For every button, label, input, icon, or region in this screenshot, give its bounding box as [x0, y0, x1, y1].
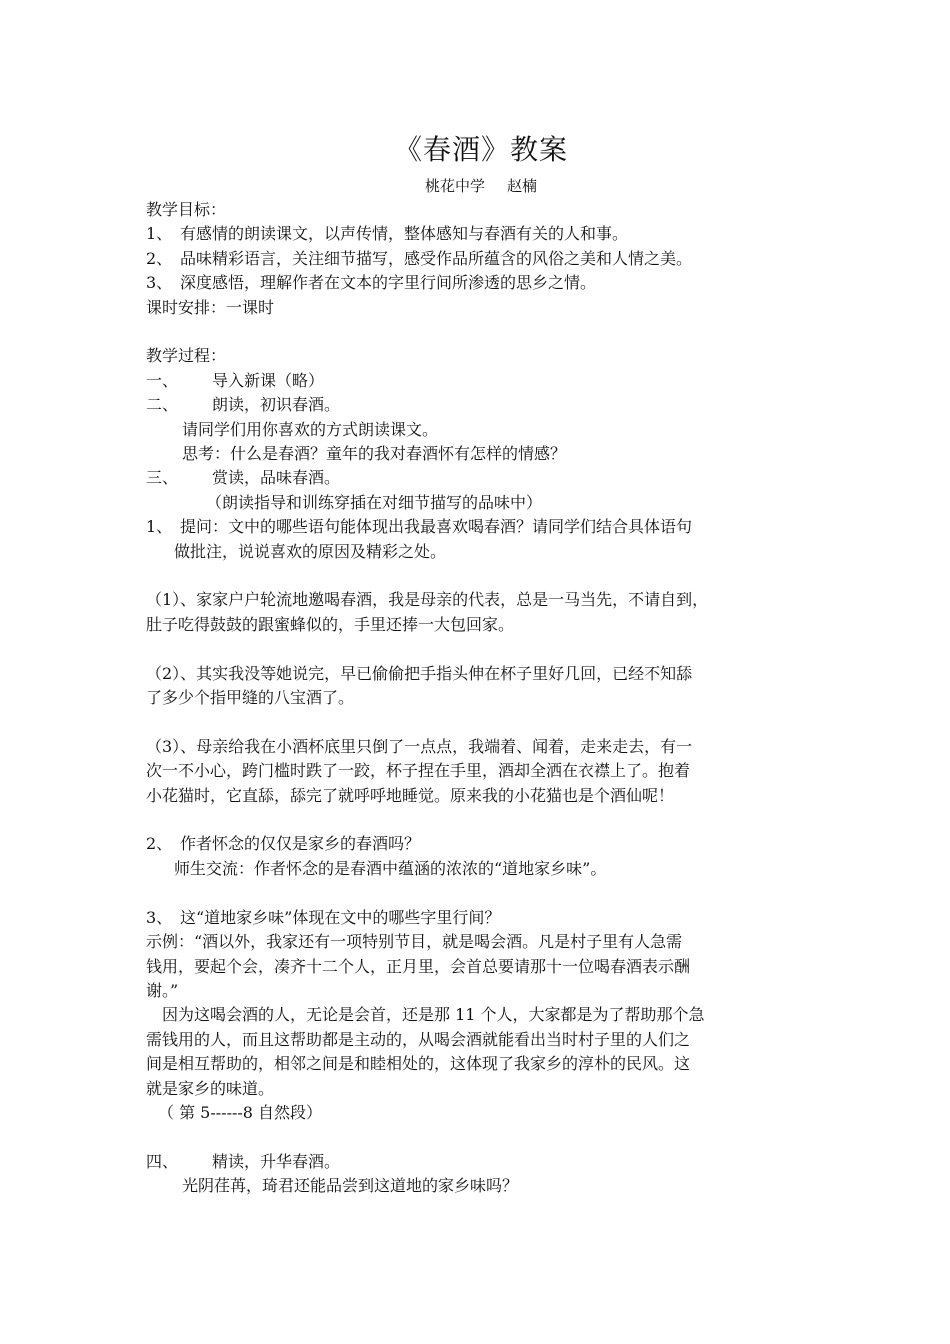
section-number: 一、: [146, 370, 179, 390]
blank-line: [146, 564, 816, 588]
blank-line: [146, 637, 816, 661]
section-number: 四、: [146, 1151, 179, 1171]
question-3-analysis-line-3: 间是相互帮助的，相邻之间是和睦相处的，这体现了我家乡的淳朴的民风。这: [146, 1054, 691, 1074]
question-text: 作者怀念的仅仅是家乡的春酒吗？: [180, 834, 421, 854]
section-2-line-2: 思考：什么是春酒？童年的我对春酒怀有怎样的情感？: [182, 444, 567, 464]
goal-item-2: [146, 247, 816, 271]
example-1-line-2: 肚子吃得鼓鼓的跟蜜蜂似的，手里还捧一大包回家。: [146, 614, 515, 634]
section-2-heading: [146, 393, 816, 417]
blank-line: [146, 808, 816, 832]
question-3-example-line-3: 谢。”: [146, 980, 179, 1000]
example-3-line-3: 小花猫时，它直舔，舔完了就呼呼地睡觉。原来我的小花猫也是个酒仙呢！: [146, 785, 675, 805]
example-1-line-1: （1）、家家户户轮流地邀喝春酒，我是母亲的代表，总是一马当先，不请自到，: [146, 590, 709, 610]
author-name: 赵楠: [507, 177, 538, 195]
question-number: 1、: [146, 517, 173, 537]
section-title: 朗读，初识春酒。: [212, 395, 341, 415]
process-heading: 教学过程：: [146, 346, 227, 366]
goal-text: 品味精彩语言，关注细节描写，感受作品所蕴含的风俗之美和人情之美。: [180, 248, 693, 268]
section-3-heading: [146, 466, 816, 490]
question-3: [146, 906, 816, 930]
question-text: 提问：文中的哪些语句能体现出我最喜欢喝春酒？请同学们结合具体语句: [180, 517, 693, 537]
goal-item-1: [146, 222, 816, 246]
goal-number: 3、: [146, 273, 173, 293]
section-title: 导入新课（略）: [212, 370, 325, 390]
section-4-line: 光阴荏苒，琦君还能品尝到这道地的家乡味吗？: [182, 1176, 519, 1196]
section-number: 二、: [146, 395, 179, 415]
section-title: 赏读，品味春酒。: [212, 468, 341, 488]
example-3-line-2: 次一不小心，跨门槛时跌了一跤，杯子捏在手里，酒却全洒在衣襟上了。抱着: [146, 761, 691, 781]
question-1-continued: 做批注，说说喜欢的原因及精彩之处。: [174, 541, 447, 561]
goal-text: 深度感悟，理解作者在文本的字里行间所渗透的思乡之情。: [180, 273, 597, 293]
question-3-example-line-1: 示例：“酒以外，我家还有一项特别节目，就是喝会酒。凡是村子里有人急需: [146, 932, 683, 952]
question-3-example-line-2: 钱用，要起个会，凑齐十二个人，正月里，会首总要请那十一位喝春酒表示酬: [146, 956, 691, 976]
blank-line: [146, 710, 816, 734]
document-title: 《春酒》教案: [393, 133, 568, 166]
question-text: 这“道地家乡味”体现在文中的哪些字里行间？: [180, 907, 501, 927]
goals-heading: 教学目标：: [146, 200, 227, 219]
section-4-heading: [146, 1150, 816, 1174]
question-2: [146, 832, 816, 856]
author-line: [146, 174, 816, 198]
paragraph-reference: （ 第 5------8 自然段）: [158, 1102, 323, 1122]
document-page: [146, 128, 816, 1199]
question-3-analysis-line-2: 需钱用的人，而且这帮助都是主动的，从喝会酒就能看出当时村子里的人们之: [146, 1029, 691, 1049]
section-number: 三、: [146, 468, 179, 488]
example-2-line-1: （2）、其实我没等她说完，早已偷偷把手指头伸在杯子里好几回，已经不知舔: [146, 663, 693, 683]
section-1-heading: [146, 369, 816, 393]
example-3-line-1: （3）、母亲给我在小酒杯底里只倒了一点点，我端着、闻着，走来走去，有一: [146, 736, 693, 756]
author-school: 桃花中学: [424, 177, 485, 195]
example-2-line-2: 了多少个指甲缝的八宝酒了。: [146, 688, 355, 708]
blank-line: [146, 1125, 816, 1149]
question-3-analysis-line-1: 因为这喝会酒的人，无论是会首，还是那 11 个人，大家都是为了帮助那个急: [162, 1005, 705, 1025]
goal-item-3: [146, 271, 816, 295]
goal-text: 有感情的朗读课文，以声传情，整体感知与春酒有关的人和事。: [180, 224, 629, 244]
question-1: [146, 515, 816, 539]
goal-number: 2、: [146, 248, 173, 268]
schedule-line: 课时安排：一课时: [146, 297, 275, 317]
goal-number: 1、: [146, 224, 173, 244]
blank-line: [146, 320, 816, 344]
question-2-answer: 师生交流：作者怀念的是春酒中蕴涵的浓浓的“道地家乡味”。: [174, 858, 607, 878]
blank-line: [146, 881, 816, 905]
question-number: 3、: [146, 907, 173, 927]
question-number: 2、: [146, 834, 173, 854]
section-3-note: （朗读指导和训练穿插在对细节描写的品味中）: [206, 492, 543, 512]
section-2-line-1: 请同学们用你喜欢的方式朗读课文。: [182, 419, 439, 439]
section-title: 精读，升华春酒。: [212, 1151, 341, 1171]
question-3-analysis-line-4: 就是家乡的味道。: [146, 1078, 275, 1098]
